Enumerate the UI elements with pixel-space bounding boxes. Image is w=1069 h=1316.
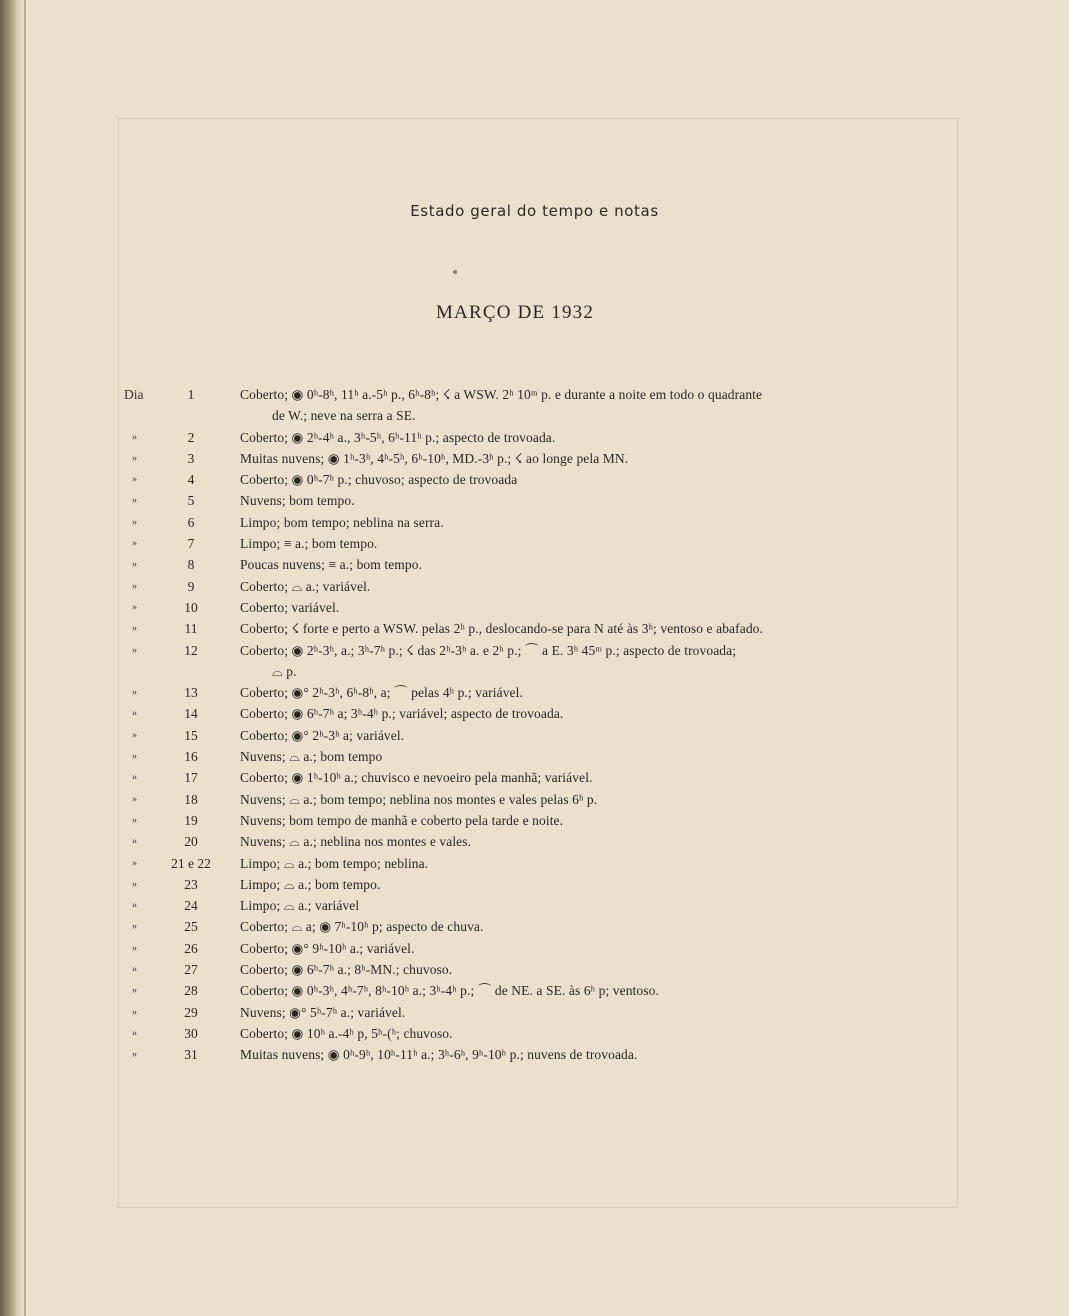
entry-text-main: Nuvens; ⌓ a.; neblina nos montes e vales. bbox=[240, 834, 472, 850]
list-item bbox=[0, 789, 1069, 810]
entry-day: 31 bbox=[184, 1047, 198, 1063]
entry-text-main: Poucas nuvens; ≡ a.; bom tempo. bbox=[240, 557, 423, 573]
entry-text bbox=[240, 789, 905, 810]
entry-day: 16 bbox=[184, 749, 198, 765]
entry-day: 21 e 22 bbox=[171, 855, 211, 871]
ditto-mark: » bbox=[132, 729, 137, 741]
entry-day: 10 bbox=[184, 599, 198, 615]
entry-text bbox=[240, 533, 905, 554]
list-item bbox=[0, 874, 1069, 895]
entry-text-main: Coberto; ◉ 0ʰ-8ʰ, 11ʰ a.-5ʰ p., 6ʰ-8ʰ; ☇ a WSW. 2ʰ 10ᵐ p. e durante a noite em todo o quadrante bbox=[240, 387, 763, 402]
ditto-mark: » bbox=[132, 921, 137, 933]
list-item bbox=[0, 448, 1069, 469]
entry-text bbox=[240, 554, 905, 575]
entry-text-main: Limpo; ≡ a.; bom tempo. bbox=[240, 536, 378, 552]
ditto-mark: » bbox=[132, 793, 137, 805]
list-item bbox=[0, 533, 1069, 554]
entry-text bbox=[240, 916, 905, 937]
ditto-mark: » bbox=[132, 772, 137, 784]
month-title: MARÇO DE 1932 bbox=[435, 302, 595, 323]
ditto-mark: » bbox=[132, 857, 137, 869]
entry-day: 25 bbox=[184, 919, 198, 935]
entry-text bbox=[240, 1023, 905, 1044]
entry-day: 15 bbox=[184, 727, 198, 743]
list-item bbox=[0, 640, 1069, 683]
page-heading: Estado geral do tempo e notas bbox=[410, 202, 659, 220]
entry-text-main: Coberto; ◉ 2ʰ-4ʰ a., 3ʰ-5ʰ, 6ʰ-11ʰ p.; aspecto de trovoada. bbox=[240, 429, 556, 445]
entry-day: 28 bbox=[184, 983, 198, 999]
list-item bbox=[0, 597, 1069, 618]
entry-text bbox=[240, 1002, 905, 1023]
list-item bbox=[0, 682, 1069, 703]
entry-text-continuation: ⌓ p. bbox=[272, 663, 297, 679]
entry-text bbox=[240, 490, 905, 511]
entry-text bbox=[240, 980, 905, 1001]
entry-text bbox=[240, 767, 905, 788]
entry-text-main: Coberto; ◉° 2ʰ-3ʰ a; variável. bbox=[240, 727, 405, 743]
entry-day: 18 bbox=[184, 791, 198, 807]
ditto-mark: » bbox=[132, 1027, 137, 1039]
list-item bbox=[0, 895, 1069, 916]
ditto-mark: » bbox=[132, 900, 137, 912]
ditto-mark: » bbox=[132, 452, 137, 464]
entry-text-main: Coberto; ◉° 9ʰ-10ʰ a.; variável. bbox=[240, 940, 415, 956]
entry-text-main: Coberto; ◉ 1ʰ-10ʰ a.; chuvisco e nevoeiro pela manhã; variável. bbox=[240, 770, 593, 786]
entry-text-main: Coberto; ☇ forte e perto a WSW. pelas 2ʰ p., deslocando-se para N até às 3ʰ; ventoso e abafado. bbox=[240, 621, 763, 637]
list-item bbox=[0, 916, 1069, 937]
list-item bbox=[0, 746, 1069, 767]
ditto-mark: » bbox=[132, 751, 137, 763]
entry-text bbox=[240, 938, 905, 959]
ditto-mark: » bbox=[132, 516, 137, 528]
ditto-mark: » bbox=[132, 601, 137, 613]
entry-day: 30 bbox=[184, 1025, 198, 1041]
entry-text bbox=[240, 618, 905, 639]
ditto-mark: » bbox=[132, 687, 137, 699]
ditto-mark: » bbox=[132, 623, 137, 635]
entry-day: 7 bbox=[187, 536, 195, 552]
entry-text-main: Nuvens; bom tempo. bbox=[240, 493, 355, 509]
entry-text bbox=[240, 384, 905, 427]
entry-text-main: Coberto; ◉ 6ʰ-7ʰ a.; 8ʰ-MN.; chuvoso. bbox=[240, 962, 453, 978]
ditto-mark: » bbox=[132, 1049, 137, 1061]
list-item bbox=[0, 725, 1069, 746]
list-item bbox=[0, 980, 1069, 1001]
list-item bbox=[0, 512, 1069, 533]
entry-text bbox=[240, 703, 905, 724]
list-item bbox=[0, 469, 1069, 490]
entry-text bbox=[240, 725, 905, 746]
ditto-mark: » bbox=[132, 942, 137, 954]
entry-day: 14 bbox=[184, 706, 198, 722]
ink-speck bbox=[453, 270, 457, 274]
ditto-mark: » bbox=[132, 878, 137, 890]
ditto-mark: » bbox=[132, 559, 137, 571]
entry-text bbox=[240, 469, 905, 490]
row-label-dia: Dia bbox=[124, 387, 144, 402]
entry-text-main: Coberto; ◉ 10ʰ a.-4ʰ p, 5ʰ-(ʰ; chuvoso. bbox=[240, 1025, 453, 1041]
entry-text bbox=[240, 576, 905, 597]
ditto-mark: » bbox=[132, 495, 137, 507]
entry-text-main: Coberto; ⌓ a.; variável. bbox=[240, 578, 371, 594]
list-item bbox=[0, 490, 1069, 511]
list-item bbox=[0, 853, 1069, 874]
entry-day: 20 bbox=[184, 834, 198, 850]
entry-text-main: Limpo; ⌓ a.; bom tempo; neblina. bbox=[240, 855, 429, 871]
list-item bbox=[0, 959, 1069, 980]
entry-day: 12 bbox=[184, 642, 198, 658]
entry-day: 29 bbox=[184, 1004, 198, 1020]
list-item bbox=[0, 767, 1069, 788]
entry-day: 13 bbox=[184, 685, 198, 701]
list-item bbox=[0, 576, 1069, 597]
ditto-mark: » bbox=[132, 580, 137, 592]
list-item bbox=[0, 384, 1069, 427]
entry-text-main: Coberto; ◉ 2ʰ-3ʰ, a.; 3ʰ-7ʰ p.; ☇ das 2ʰ-3ʰ a. e 2ʰ p.; ⌒ a E. 3ʰ 45ᵐ p.; aspecto de trovoada; bbox=[240, 642, 737, 658]
weather-entries-list bbox=[0, 384, 1069, 1066]
entry-text-main: Coberto; variável. bbox=[240, 599, 340, 615]
ditto-mark: » bbox=[132, 431, 137, 443]
entry-text-main: Coberto; ◉ 6ʰ-7ʰ a; 3ʰ-4ʰ p.; variável; aspecto de trovoada. bbox=[240, 706, 564, 722]
entry-day: 27 bbox=[184, 962, 198, 978]
list-item bbox=[0, 618, 1069, 639]
entry-text-main: Nuvens; bom tempo de manhã e coberto pela tarde e noite. bbox=[240, 812, 564, 828]
list-item bbox=[0, 810, 1069, 831]
list-item bbox=[0, 554, 1069, 575]
entry-text-continuation: de W.; neve na serra a SE. bbox=[272, 408, 416, 424]
list-item bbox=[0, 427, 1069, 448]
entry-text-main: Limpo; bom tempo; neblina na serra. bbox=[240, 514, 444, 530]
entry-text-main: Limpo; ⌓ a.; variável bbox=[240, 898, 360, 914]
list-item bbox=[0, 831, 1069, 852]
entry-day: 4 bbox=[187, 472, 195, 488]
list-item bbox=[0, 1002, 1069, 1023]
entry-day: 3 bbox=[187, 450, 195, 466]
entry-text bbox=[240, 895, 905, 916]
entry-text bbox=[240, 512, 905, 533]
entry-text-main: Nuvens; ◉° 5ʰ-7ʰ a.; variável. bbox=[240, 1004, 406, 1020]
entry-text-main: Coberto; ◉° 2ʰ-3ʰ, 6ʰ-8ʰ, a; ⌒ pelas 4ʰ p.; variável. bbox=[240, 685, 523, 701]
entry-day: 8 bbox=[187, 557, 195, 573]
ditto-mark: » bbox=[132, 964, 137, 976]
entry-text-main: Muitas nuvens; ◉ 0ʰ-9ʰ, 10ʰ-11ʰ a.; 3ʰ-6ʰ, 9ʰ-10ʰ p.; nuvens de trovoada. bbox=[240, 1047, 638, 1063]
ditto-mark: » bbox=[132, 836, 137, 848]
ditto-mark: » bbox=[132, 985, 137, 997]
entry-day: 24 bbox=[184, 898, 198, 914]
entry-day: 5 bbox=[187, 493, 195, 509]
entry-text bbox=[240, 1044, 905, 1065]
entry-text bbox=[240, 427, 905, 448]
list-item bbox=[0, 703, 1069, 724]
entry-text bbox=[240, 810, 905, 831]
entry-day: 19 bbox=[184, 812, 198, 828]
entry-day: 1 bbox=[187, 387, 195, 402]
ditto-mark: » bbox=[132, 814, 137, 826]
entry-text-main: Muitas nuvens; ◉ 1ʰ-3ʰ, 4ʰ-5ʰ, 6ʰ-10ʰ, MD.-3ʰ p.; ☇ ao longe pela MN. bbox=[240, 450, 629, 466]
entry-text bbox=[240, 959, 905, 980]
entry-text-main: Nuvens; ⌓ a.; bom tempo bbox=[240, 749, 383, 765]
entry-day: 23 bbox=[184, 876, 198, 892]
entry-text bbox=[240, 831, 905, 852]
entry-text bbox=[240, 640, 905, 683]
ditto-mark: » bbox=[132, 644, 137, 656]
entry-day: 2 bbox=[187, 429, 195, 445]
entry-text bbox=[240, 597, 905, 618]
entry-text-main: Coberto; ◉ 0ʰ-7ʰ p.; chuvoso; aspecto de trovoada bbox=[240, 472, 518, 488]
list-item bbox=[0, 938, 1069, 959]
entry-text-main: Nuvens; ⌓ a.; bom tempo; neblina nos montes e vales pelas 6ʰ p. bbox=[240, 791, 598, 807]
entry-day: 11 bbox=[184, 621, 198, 637]
entry-day: 26 bbox=[184, 940, 198, 956]
entry-day: 17 bbox=[184, 770, 198, 786]
entry-text-main: Limpo; ⌓ a.; bom tempo. bbox=[240, 876, 381, 892]
entry-day: 9 bbox=[187, 578, 195, 594]
entry-text-main: Coberto; ⌓ a; ◉ 7ʰ-10ʰ p; aspecto de chuva. bbox=[240, 919, 484, 935]
ditto-mark: » bbox=[132, 474, 137, 486]
entry-text bbox=[240, 682, 905, 703]
ditto-mark: » bbox=[132, 538, 137, 550]
entry-text bbox=[240, 746, 905, 767]
ditto-mark: » bbox=[132, 708, 137, 720]
entry-text bbox=[240, 448, 905, 469]
entry-text bbox=[240, 874, 905, 895]
list-item bbox=[0, 1023, 1069, 1044]
ditto-mark: » bbox=[132, 1006, 137, 1018]
entry-text-main: Coberto; ◉ 0ʰ-3ʰ, 4ʰ-7ʰ, 8ʰ-10ʰ a.; 3ʰ-4ʰ p.; ⌒ de NE. a SE. às 6ʰ p; ventoso. bbox=[240, 983, 659, 999]
entry-text bbox=[240, 853, 905, 874]
list-item bbox=[0, 1044, 1069, 1065]
entry-day: 6 bbox=[187, 514, 195, 530]
